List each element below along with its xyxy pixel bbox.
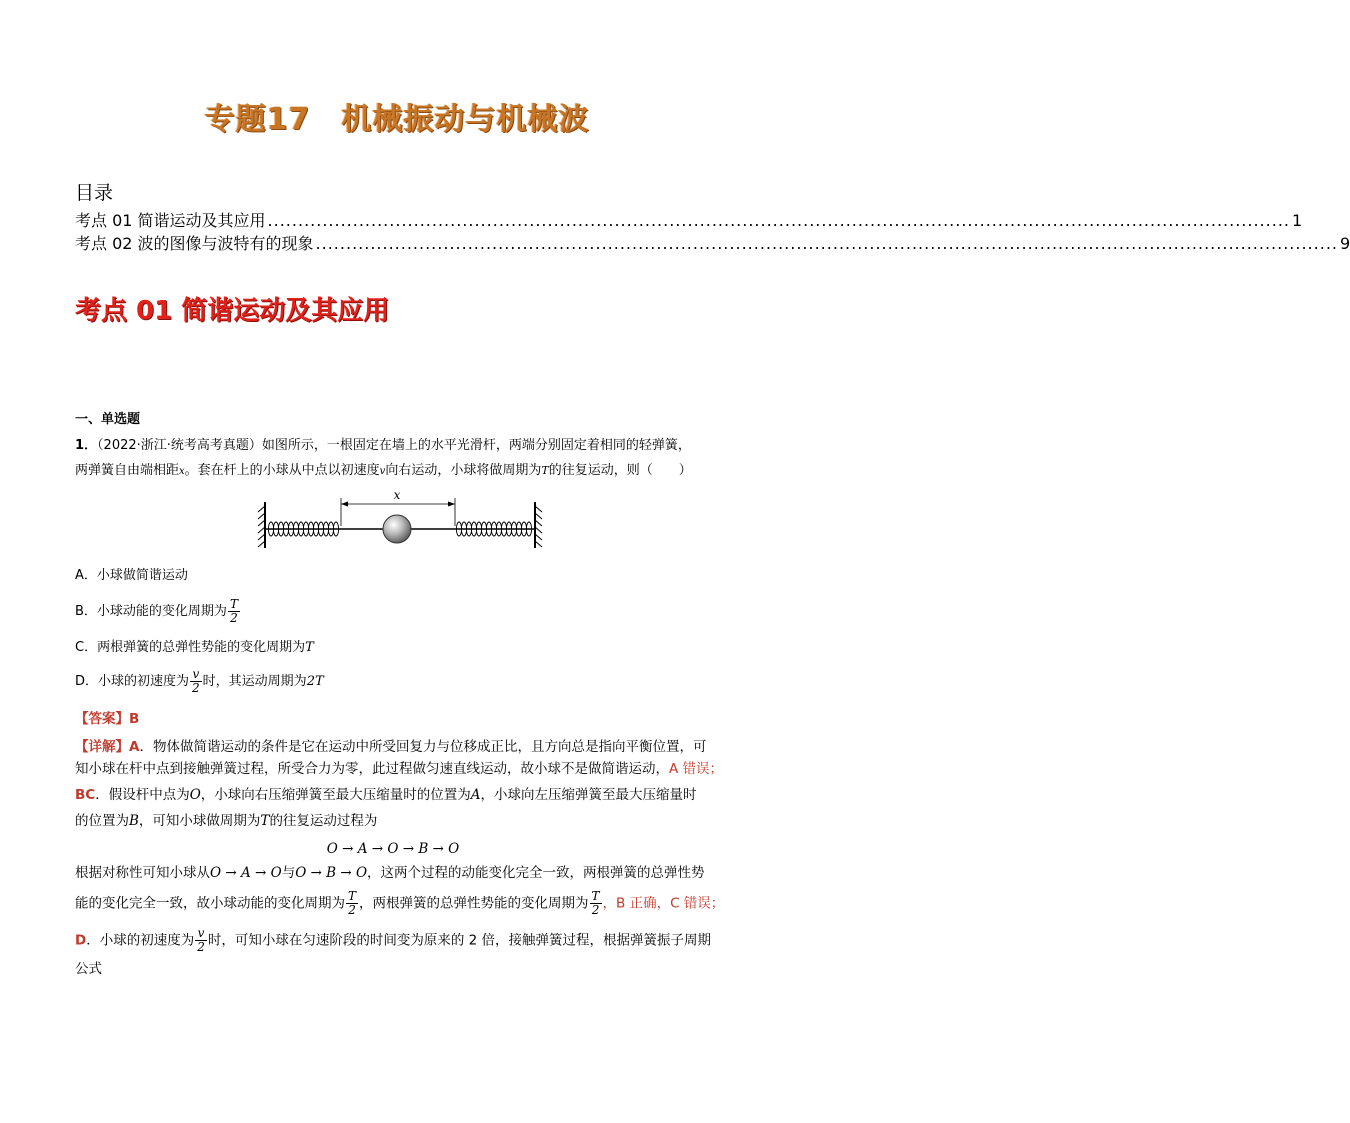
frac-den: 2 (230, 611, 238, 625)
analysis-text: 的往复运动过程为 (269, 813, 378, 829)
analysis-verdict: C 错误； (670, 895, 725, 912)
page-title: 专题17 机械振动与机械波 (204, 102, 590, 137)
analysis-text: 与 (281, 865, 296, 881)
option-text: 小球的初速度为 (98, 674, 190, 689)
frac-num: v (190, 668, 202, 682)
analysis-tag: D (75, 932, 87, 949)
var-T: T (260, 813, 270, 829)
analysis (75, 736, 735, 980)
fraction-v-over-2 (195, 927, 207, 954)
analysis-text: ．小球的初速度为 (86, 932, 195, 949)
answer (75, 708, 139, 730)
analysis-text: 能的变化完全一致，故小球动能的变化周期为 (75, 895, 345, 912)
option-text: 两根弹簧的总弹性势能的变化周期为 (97, 640, 306, 655)
period-value: 2T (306, 674, 324, 689)
question-number: 1． (75, 438, 98, 453)
stem-text: 的往复运动，则（ ） (548, 463, 692, 478)
analysis-text: 知小球在杆中点到接触弹簧过程，所受合力为零，此过程做匀速直线运动，故小球不是做简谐运动， (75, 761, 669, 777)
toc-item-page: 9 (1339, 234, 1350, 253)
analysis-verdict: ，B 正确， (602, 895, 671, 912)
stem-text: 向右运动，小球将做周期为 (385, 463, 542, 478)
analysis-text: ，这两个过程的动能变化完全一致，两根弹簧的总弹性势 (367, 865, 705, 881)
stem-text: 两弹簧自由端相距 (75, 463, 180, 478)
question-stem (75, 436, 725, 482)
analysis-text: 根据对称性可知小球从 (75, 865, 210, 881)
analysis-text: ．物体做简谐运动的条件是它在运动中所受回复力与位移成正比，且方向总是指向平衡位置，可 (139, 739, 707, 755)
frac-den: 2 (591, 903, 600, 917)
option-text: 小球做简谐运动 (96, 568, 188, 583)
stem-line-1: 如图所示，一根固定在墙上的水平光滑杆，两端分别固定着相同的轻弹簧， (261, 438, 691, 453)
ball (383, 515, 411, 543)
analysis-text: ，小球向左压缩弹簧至最大压缩量时 (480, 787, 697, 803)
option-d[interactable] (75, 668, 324, 695)
var-T: T (541, 464, 549, 477)
analysis-verdict: A 错误； (669, 761, 724, 777)
analysis-text: ．假设杆中点为 (95, 787, 190, 803)
analysis-text: ，两根弹簧的总弹性势能的变化周期为 (359, 895, 589, 912)
toc-item-label: 考点 01 简谐运动及其应用 (75, 211, 266, 230)
var-O: O (189, 787, 201, 803)
spring-figure (255, 486, 545, 554)
option-b[interactable] (75, 598, 241, 625)
option-letter: D． (75, 674, 99, 689)
analysis-text: 的位置为 (75, 813, 129, 829)
process-formula: O → A → O → B → O (326, 841, 460, 857)
toc-item-page: 1 (1291, 211, 1303, 230)
option-a[interactable] (75, 566, 188, 586)
option-letter: A． (75, 568, 97, 583)
figure-label-x: x (393, 488, 401, 502)
toc-heading: 目录 (75, 182, 114, 204)
var-A: A (470, 787, 481, 803)
var-v: v (379, 466, 386, 477)
left-spring (268, 522, 338, 536)
path-formula: O → A → O (210, 865, 282, 881)
question-source: （2022·浙江·统考高考真题） (97, 438, 262, 453)
option-c[interactable] (75, 638, 314, 658)
section-title: 考点 01 简谐运动及其应用 (75, 296, 390, 326)
path-formula: O → B → O (295, 865, 368, 881)
fraction-T-over-2 (228, 598, 240, 625)
answer-label: 【答案】 (75, 711, 129, 727)
frac-num: T (348, 889, 357, 903)
option-text: 小球动能的变化周期为 (96, 604, 227, 619)
frac-num: T (229, 597, 238, 611)
fraction-T-over-2 (346, 890, 358, 917)
analysis-text: ，小球向右压缩弹簧至最大压缩量时的位置为 (200, 787, 471, 803)
frac-den: 2 (348, 903, 356, 917)
option-letter: C． (75, 640, 98, 655)
frac-num: v (195, 927, 207, 941)
analysis-tag: A (129, 739, 140, 755)
analysis-text: 公式 (75, 961, 102, 977)
var-T: T (305, 640, 314, 655)
toc-leader-dots: ........................................................................................................................................................................ (267, 211, 1290, 230)
frac-num: T (591, 889, 600, 903)
stem-text: 。套在杆上的小球从中点以初速度 (184, 463, 380, 478)
toc-item[interactable] (75, 231, 1350, 254)
question-type-heading: 一、单选题 (75, 412, 141, 427)
var-x: x (179, 466, 185, 477)
toc-leader-dots: ........................................................................................................................................................................ (315, 234, 1338, 253)
fraction-v-over-2 (190, 668, 202, 695)
analysis-tag: BC (75, 787, 96, 803)
toc-item[interactable] (75, 208, 1303, 231)
option-letter: B． (75, 604, 97, 619)
analysis-text: ，可知小球做周期为 (138, 813, 261, 829)
answer-value: B (129, 711, 140, 727)
frac-den: 2 (192, 681, 200, 695)
toc-item-label: 考点 02 波的图像与波特有的现象 (75, 234, 314, 253)
analysis-text: 时，可知小球在匀速阶段的时间变为原来的 2 倍，接触弹簧过程，根据弹簧振子周期 (207, 932, 712, 949)
fraction-T-over-2 (590, 890, 602, 917)
var-B: B (129, 813, 139, 829)
frac-den: 2 (197, 940, 205, 954)
analysis-label: 【详解】 (75, 739, 129, 755)
option-text: 时，其运动周期为 (202, 674, 307, 689)
